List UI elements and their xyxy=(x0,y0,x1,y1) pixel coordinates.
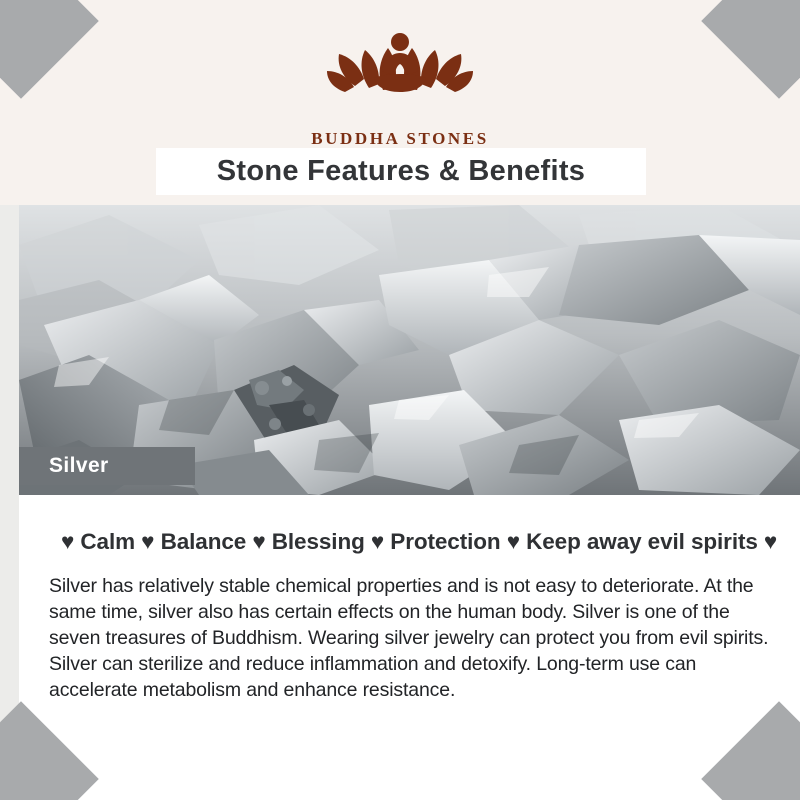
stone-name-badge xyxy=(19,447,195,485)
page-title: Stone Features & Benefits xyxy=(216,155,586,187)
content-card xyxy=(19,495,800,765)
page-title-band xyxy=(156,148,646,195)
left-edge-strip xyxy=(0,205,19,765)
hero-image xyxy=(19,205,800,495)
header xyxy=(0,0,800,205)
brand-name: BUDDHA STONES xyxy=(311,129,489,148)
stone-description: Silver has relatively stable chemical properties and is not easy to deteriorate. At the same time, silver also has certain effects on the human body. Silver is one of the seven treasures of Buddhism. Wearing silver jewelry can protect you from evil spirits. Silver can sterilize and reduce inflammation and detoxify. Long-term use can accelerate metabolism and enhance resistance. xyxy=(49,575,769,701)
brand-logo xyxy=(0,26,800,149)
lotus-meditation-icon xyxy=(0,26,800,123)
benefits-line: ♥ Calm ♥ Balance ♥ Blessing ♥ Protection ♥ Keep away evil spirits ♥ xyxy=(61,529,778,554)
stone-name: Silver xyxy=(49,454,109,477)
footer-strip xyxy=(0,765,800,800)
